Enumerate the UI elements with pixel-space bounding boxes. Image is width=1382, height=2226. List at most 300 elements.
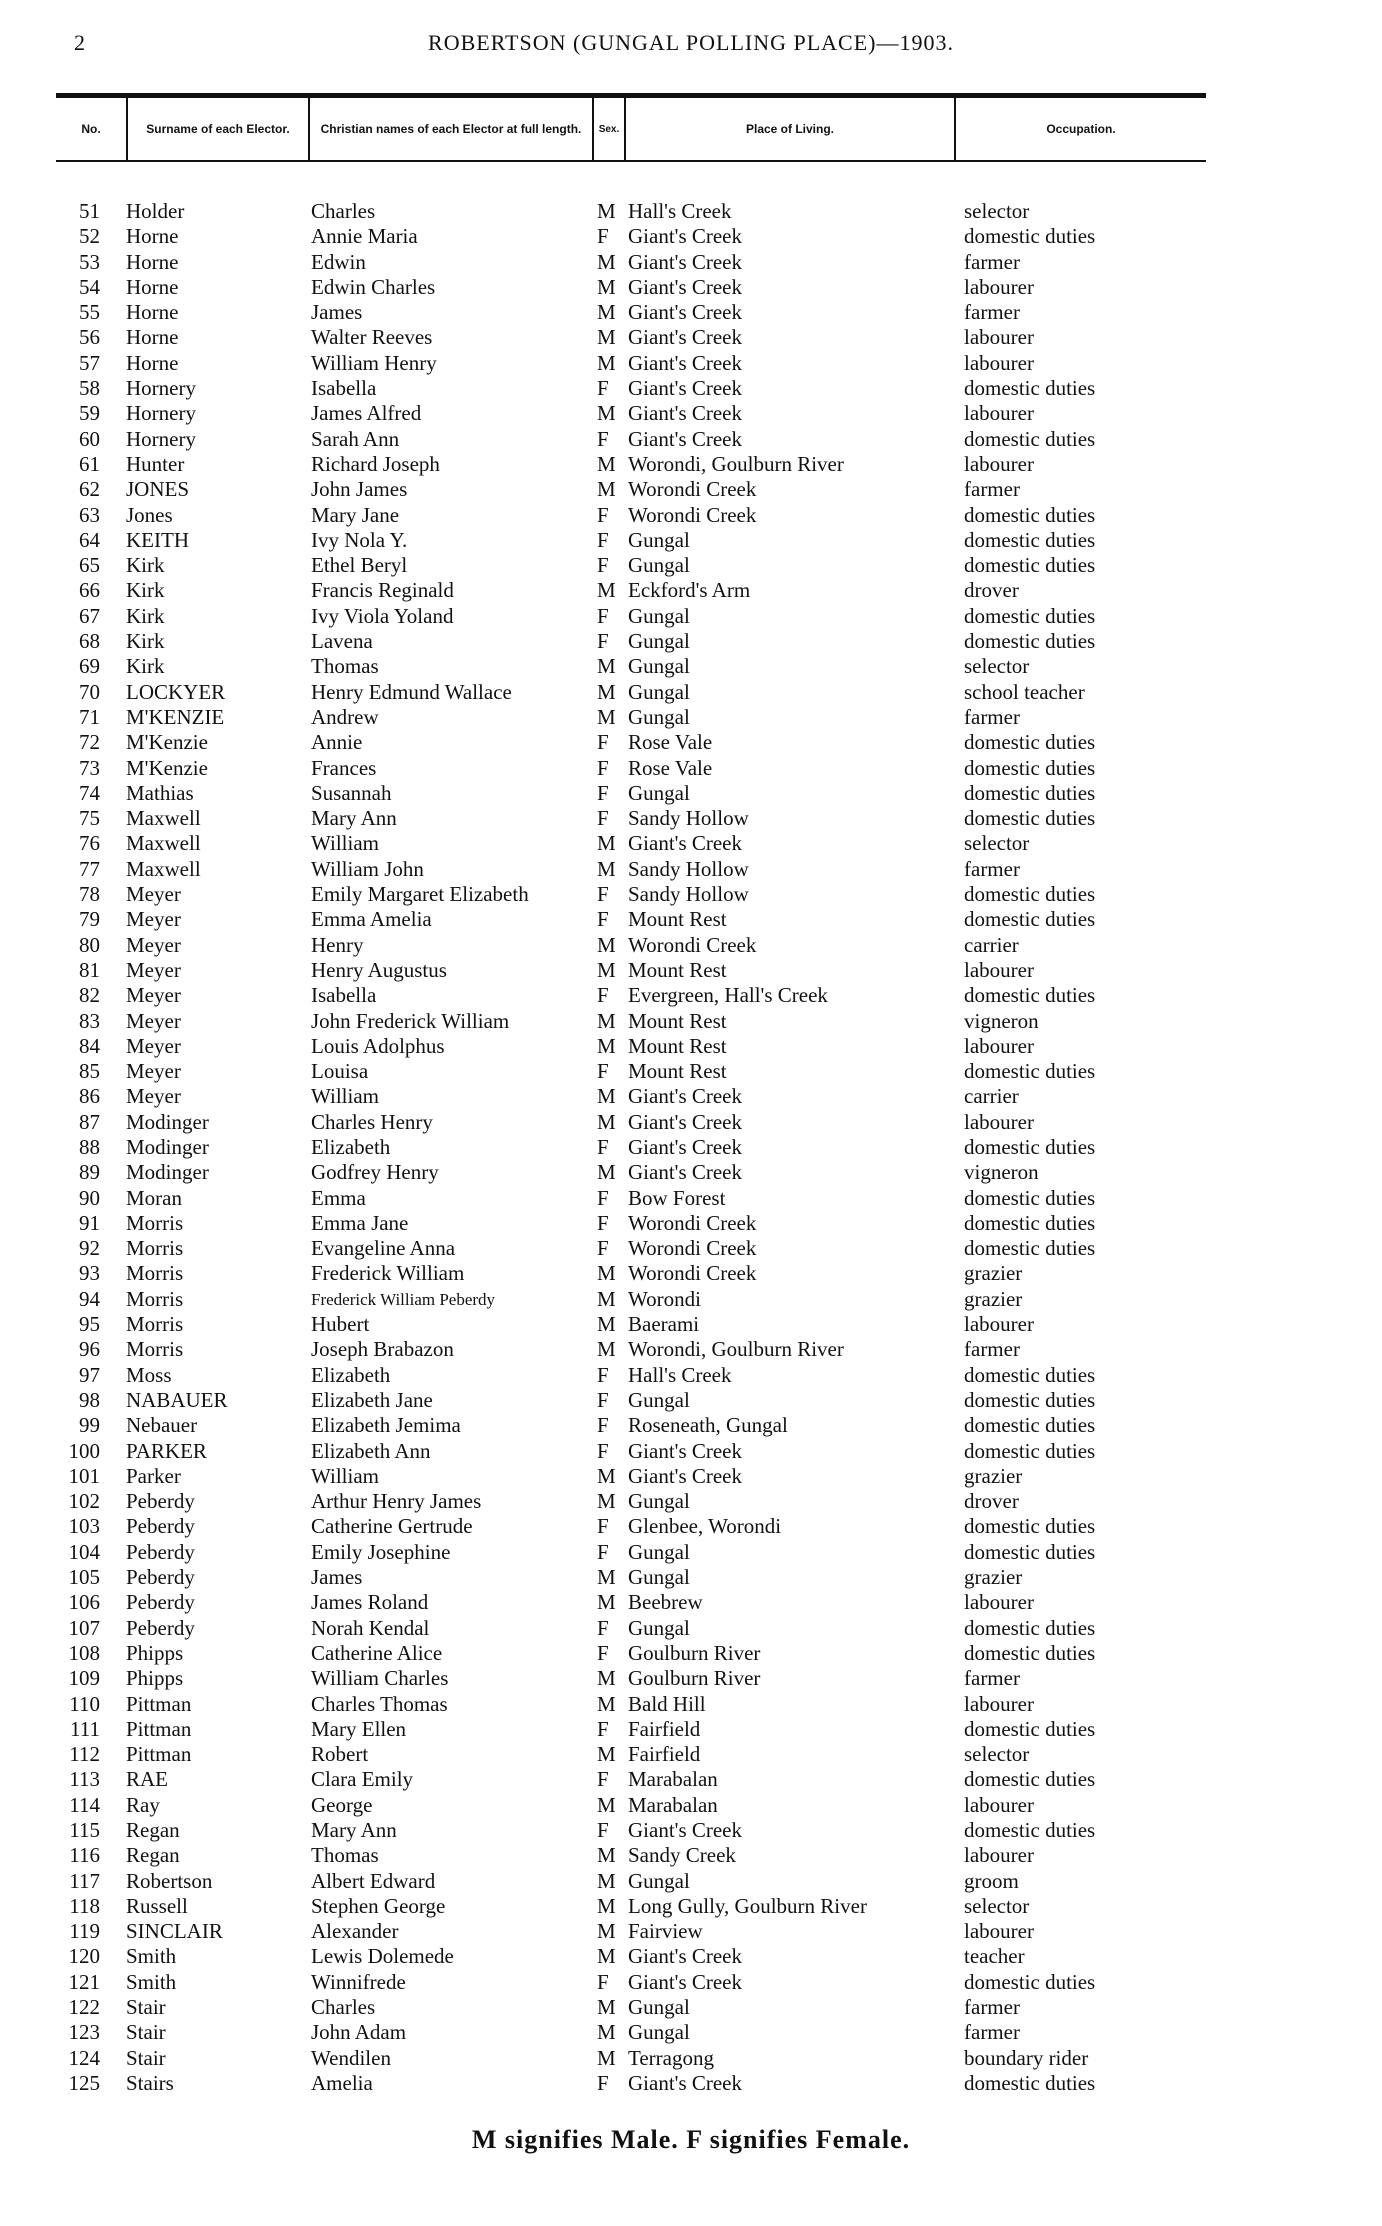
place-of-living-cell: Giant's Creek	[628, 831, 743, 856]
place-of-living-cell: Giant's Creek	[628, 300, 743, 325]
sex-cell: F	[597, 1640, 609, 1665]
occupation-cell: drover	[964, 1489, 1019, 1514]
occupation-cell: labourer	[964, 1590, 1034, 1615]
row-number: 60	[79, 426, 100, 451]
occupation-cell: labourer	[964, 1691, 1034, 1716]
table-row	[0, 1793, 1382, 1818]
place-of-living-cell: Mount Rest	[628, 907, 727, 932]
row-number: 102	[68, 1489, 100, 1514]
sex-cell: F	[597, 1362, 609, 1387]
surname-cell: Horne	[126, 300, 179, 325]
table-row	[0, 806, 1382, 831]
row-number: 116	[69, 1843, 100, 1868]
surname-cell: Robertson	[126, 1868, 213, 1893]
table-row	[0, 1439, 1382, 1464]
table-row	[0, 1160, 1382, 1185]
christian-names-cell: Godfrey Henry	[311, 1160, 439, 1185]
row-number: 79	[79, 907, 100, 932]
table-row	[0, 199, 1382, 224]
christian-names-cell: James	[311, 1565, 363, 1590]
place-of-living-cell: Gungal	[628, 1615, 690, 1640]
occupation-cell: boundary rider	[964, 2045, 1089, 2070]
row-number: 125	[68, 2070, 100, 2095]
place-of-living-cell: Marabalan	[628, 1767, 718, 1792]
surname-cell: Hornery	[126, 376, 196, 401]
row-number: 113	[69, 1767, 100, 1792]
sex-cell: F	[597, 502, 609, 527]
row-number: 112	[69, 1742, 100, 1767]
place-of-living-cell: Rose Vale	[628, 730, 713, 755]
surname-cell: Kirk	[126, 553, 165, 578]
table-row	[0, 1337, 1382, 1362]
occupation-cell: labourer	[964, 325, 1034, 350]
row-number: 119	[69, 1919, 100, 1944]
sex-cell: M	[597, 704, 616, 729]
table-row	[0, 376, 1382, 401]
surname-cell: Maxwell	[126, 856, 201, 881]
sex-cell: M	[597, 1691, 616, 1716]
surname-cell: Pittman	[126, 1691, 192, 1716]
christian-names-cell: William Henry	[311, 350, 437, 375]
christian-names-cell: Norah Kendal	[311, 1615, 430, 1640]
place-of-living-cell: Giant's Creek	[628, 1160, 743, 1185]
surname-cell: Smith	[126, 1969, 177, 1994]
header-sex: Sex.	[598, 123, 620, 135]
christian-names-cell: Charles Henry	[311, 1109, 433, 1134]
surname-cell: LOCKYER	[126, 679, 226, 704]
table-row	[0, 1034, 1382, 1059]
sex-cell: M	[597, 199, 616, 223]
table-row	[0, 983, 1382, 1008]
sex-cell: M	[597, 679, 616, 704]
place-of-living-cell: Worondi Creek	[628, 932, 757, 957]
sex-cell: M	[597, 831, 616, 856]
table-row	[0, 1641, 1382, 1666]
row-number: 72	[79, 730, 100, 755]
surname-cell: Pittman	[126, 1742, 192, 1767]
place-of-living-cell: Giant's Creek	[628, 249, 743, 274]
christian-names-cell: James	[311, 300, 363, 325]
occupation-cell: domestic duties	[964, 755, 1096, 780]
table-row	[0, 1514, 1382, 1539]
christian-names-cell: Frances	[311, 755, 377, 780]
table-row	[0, 1489, 1382, 1514]
occupation-cell: domestic duties	[964, 907, 1096, 932]
header-bottom-rule	[56, 160, 1206, 162]
surname-cell: Modinger	[126, 1109, 209, 1134]
row-number: 114	[69, 1792, 100, 1817]
sex-cell: M	[597, 654, 616, 679]
sex-cell: M	[597, 957, 616, 982]
surname-cell: Morris	[126, 1236, 184, 1261]
christian-names-cell: Mary Ellen	[311, 1716, 407, 1741]
surname-cell: Peberdy	[126, 1565, 195, 1590]
table-row	[0, 882, 1382, 907]
header-occupation: Occupation.	[1046, 121, 1116, 136]
christian-names-cell: Thomas	[311, 1843, 379, 1868]
occupation-cell: domestic duties	[964, 2070, 1096, 2095]
table-row	[0, 1236, 1382, 1261]
surname-cell: Stair	[126, 2020, 166, 2045]
surname-cell: NABAUER	[126, 1387, 228, 1412]
christian-names-cell: John James	[311, 477, 408, 502]
occupation-cell: vigneron	[964, 1160, 1039, 1185]
row-number: 108	[68, 1640, 100, 1665]
occupation-cell: farmer	[964, 1666, 1020, 1691]
occupation-cell: farmer	[964, 2020, 1020, 2045]
table-row	[0, 1919, 1382, 1944]
place-of-living-cell: Hall's Creek	[628, 1362, 732, 1387]
occupation-cell: teacher	[964, 1944, 1025, 1969]
christian-names-cell: Robert	[311, 1742, 369, 1767]
surname-cell: Peberdy	[126, 1590, 195, 1615]
row-number: 88	[79, 1134, 100, 1159]
christian-names-cell: Henry Augustus	[311, 957, 447, 982]
christian-names-cell: Catherine Alice	[311, 1640, 443, 1665]
sex-cell: M	[597, 1742, 616, 1767]
place-of-living-cell: Eckford's Arm	[628, 578, 751, 603]
row-number: 89	[79, 1160, 100, 1185]
occupation-cell: farmer	[964, 704, 1020, 729]
elector-rows	[0, 199, 1382, 2096]
table-row	[0, 1692, 1382, 1717]
row-number: 87	[79, 1109, 100, 1134]
place-of-living-cell: Long Gully, Goulburn River	[628, 1893, 867, 1918]
place-of-living-cell: Gungal	[628, 1539, 690, 1564]
sex-cell: F	[597, 1438, 609, 1463]
place-of-living-cell: Beebrew	[628, 1590, 703, 1615]
sex-cell: F	[597, 376, 609, 401]
surname-cell: Pittman	[126, 1716, 192, 1741]
surname-cell: PARKER	[126, 1438, 207, 1463]
table-row	[0, 1211, 1382, 1236]
row-number: 66	[79, 578, 100, 603]
place-of-living-cell: Goulburn River	[628, 1640, 761, 1665]
row-number: 96	[79, 1337, 100, 1362]
row-number: 123	[68, 2020, 100, 2045]
sex-cell: M	[597, 578, 616, 603]
table-row	[0, 224, 1382, 249]
occupation-cell: school teacher	[964, 679, 1085, 704]
table-row	[0, 477, 1382, 502]
surname-cell: Mathias	[126, 780, 194, 805]
table-row	[0, 250, 1382, 275]
place-of-living-cell: Gungal	[628, 704, 690, 729]
header-no: No.	[81, 121, 101, 136]
place-of-living-cell: Mount Rest	[628, 1033, 727, 1058]
place-of-living-cell: Worondi Creek	[628, 1210, 757, 1235]
table-row	[0, 1818, 1382, 1843]
row-number: 68	[79, 629, 100, 654]
place-of-living-cell: Evergreen, Hall's Creek	[628, 983, 828, 1008]
surname-cell: M'KENZIE	[126, 704, 225, 729]
occupation-cell: labourer	[964, 401, 1034, 426]
christian-names-cell: Ivy Nola Y.	[311, 527, 408, 552]
sex-cell: M	[597, 1312, 616, 1337]
surname-cell: Horne	[126, 325, 179, 350]
row-number: 67	[79, 603, 100, 628]
occupation-cell: vigneron	[964, 1008, 1039, 1033]
sex-cell: M	[597, 1893, 616, 1918]
page-title: ROBERTSON (GUNGAL POLLING PLACE)—1903.	[428, 30, 954, 55]
christian-names-cell: Louis Adolphus	[311, 1033, 445, 1058]
occupation-cell: carrier	[964, 1084, 1019, 1109]
occupation-cell: domestic duties	[964, 629, 1096, 654]
table-row	[0, 654, 1382, 679]
surname-cell: Smith	[126, 1944, 177, 1969]
row-number: 64	[79, 527, 100, 552]
row-number: 97	[79, 1362, 100, 1387]
christian-names-cell: Clara Emily	[311, 1767, 414, 1792]
surname-cell: Meyer	[126, 907, 181, 932]
place-of-living-cell: Rose Vale	[628, 755, 713, 780]
place-of-living-cell: Giant's Creek	[628, 224, 743, 249]
row-number: 54	[79, 274, 100, 299]
place-of-living-cell: Worondi, Goulburn River	[628, 1337, 844, 1362]
christian-names-cell: Annie	[311, 730, 363, 755]
surname-cell: SINCLAIR	[126, 1919, 223, 1944]
surname-cell: Meyer	[126, 1033, 181, 1058]
christian-names-cell: Edwin	[311, 249, 366, 274]
row-number: 74	[79, 780, 100, 805]
place-of-living-cell: Gungal	[628, 2020, 690, 2045]
sex-cell: F	[597, 2070, 609, 2095]
row-number: 59	[79, 401, 100, 426]
occupation-cell: grazier	[964, 1286, 1023, 1311]
christian-names-cell: Ethel Beryl	[311, 553, 408, 578]
row-number: 51	[79, 199, 100, 223]
surname-cell: Peberdy	[126, 1615, 195, 1640]
occupation-cell: domestic duties	[964, 224, 1096, 249]
sex-cell: F	[597, 1539, 609, 1564]
table-row	[0, 1616, 1382, 1641]
table-row	[0, 1186, 1382, 1211]
occupation-cell: domestic duties	[964, 1438, 1096, 1463]
surname-cell: Horne	[126, 274, 179, 299]
row-number: 101	[68, 1463, 100, 1488]
christian-names-cell: Elizabeth	[311, 1134, 391, 1159]
christian-names-cell: Henry Edmund Wallace	[311, 679, 512, 704]
occupation-cell: labourer	[964, 274, 1034, 299]
place-of-living-cell: Gungal	[628, 780, 690, 805]
place-of-living-cell: Gungal	[628, 603, 690, 628]
sex-cell: M	[597, 856, 616, 881]
occupation-cell: labourer	[964, 1109, 1034, 1134]
occupation-cell: domestic duties	[964, 502, 1096, 527]
sex-cell: M	[597, 1261, 616, 1286]
christian-names-cell: Winnifrede	[311, 1969, 406, 1994]
christian-names-cell: Alexander	[311, 1919, 399, 1944]
sex-cell: F	[597, 983, 609, 1008]
sex-cell: F	[597, 553, 609, 578]
surname-cell: Hornery	[126, 426, 196, 451]
christian-names-cell: Elizabeth	[311, 1362, 391, 1387]
christian-names-cell: Emily Josephine	[311, 1539, 451, 1564]
row-number: 61	[79, 451, 100, 476]
table-row	[0, 1464, 1382, 1489]
surname-cell: Regan	[126, 1843, 180, 1868]
surname-cell: Kirk	[126, 578, 165, 603]
christian-names-cell: Sarah Ann	[311, 426, 400, 451]
sex-cell: F	[597, 527, 609, 552]
occupation-cell: domestic duties	[964, 1387, 1096, 1412]
christian-names-cell: Charles	[311, 1995, 376, 2020]
row-number: 94	[79, 1286, 100, 1311]
table-row	[0, 401, 1382, 426]
surname-cell: Holder	[126, 199, 185, 223]
table-row	[0, 2071, 1382, 2096]
sex-cell: M	[597, 401, 616, 426]
christian-names-cell: Mary Ann	[311, 806, 397, 831]
christian-names-cell: Elizabeth Jemima	[311, 1413, 461, 1438]
sex-cell: M	[597, 300, 616, 325]
sex-cell: F	[597, 1059, 609, 1084]
row-number: 62	[79, 477, 100, 502]
sex-cell: F	[597, 1767, 609, 1792]
table-row	[0, 553, 1382, 578]
occupation-cell: domestic duties	[964, 1210, 1096, 1235]
christian-names-cell: Stephen George	[311, 1893, 446, 1918]
surname-cell: Morris	[126, 1210, 184, 1235]
table-row	[0, 1742, 1382, 1767]
row-number: 73	[79, 755, 100, 780]
occupation-cell: farmer	[964, 856, 1020, 881]
occupation-cell: selector	[964, 654, 1030, 679]
surname-cell: Hornery	[126, 401, 196, 426]
row-number: 75	[79, 806, 100, 831]
christian-names-cell: Emma Amelia	[311, 907, 432, 932]
place-of-living-cell: Giant's Creek	[628, 2070, 743, 2095]
surname-cell: Horne	[126, 249, 179, 274]
table-row	[0, 1869, 1382, 1894]
table-row	[0, 857, 1382, 882]
occupation-cell: groom	[964, 1868, 1019, 1893]
place-of-living-cell: Gungal	[628, 527, 690, 552]
place-of-living-cell: Marabalan	[628, 1792, 718, 1817]
table-row	[0, 1009, 1382, 1034]
surname-cell: Horne	[126, 224, 179, 249]
surname-cell: Peberdy	[126, 1489, 195, 1514]
christian-names-cell: William Charles	[311, 1666, 449, 1691]
occupation-cell: domestic duties	[964, 426, 1096, 451]
sex-cell: M	[597, 1489, 616, 1514]
row-number: 121	[68, 1969, 100, 1994]
surname-cell: Modinger	[126, 1134, 209, 1159]
table-row	[0, 1413, 1382, 1438]
christian-names-cell: Catherine Gertrude	[311, 1514, 473, 1539]
place-of-living-cell: Worondi Creek	[628, 1261, 757, 1286]
occupation-cell: drover	[964, 578, 1019, 603]
header-christian: Christian names of each Elector at full length.	[320, 121, 582, 136]
table-row	[0, 705, 1382, 730]
place-of-living-cell: Giant's Creek	[628, 1438, 743, 1463]
christian-names-cell: Annie Maria	[311, 224, 418, 249]
place-of-living-cell: Sandy Hollow	[628, 856, 749, 881]
occupation-cell: labourer	[964, 1843, 1034, 1868]
surname-cell: Phipps	[126, 1666, 184, 1691]
christian-names-cell: Amelia	[311, 2070, 373, 2095]
table-row	[0, 1944, 1382, 1969]
place-of-living-cell: Sandy Hollow	[628, 882, 749, 907]
occupation-cell: domestic duties	[964, 1818, 1096, 1842]
occupation-cell: domestic duties	[964, 1185, 1096, 1210]
place-of-living-cell: Giant's Creek	[628, 1084, 743, 1109]
sex-cell: M	[597, 1843, 616, 1868]
surname-cell: Peberdy	[126, 1539, 195, 1564]
surname-cell: KEITH	[126, 527, 189, 552]
christian-names-cell: Andrew	[311, 704, 379, 729]
row-number: 86	[79, 1084, 100, 1109]
occupation-cell: selector	[964, 1742, 1030, 1767]
occupation-cell: domestic duties	[964, 1969, 1096, 1994]
table-row	[0, 1059, 1382, 1084]
sex-cell: F	[597, 755, 609, 780]
place-of-living-cell: Gungal	[628, 629, 690, 654]
row-number: 70	[79, 679, 100, 704]
table-row	[0, 1590, 1382, 1615]
row-number: 95	[79, 1312, 100, 1337]
row-number: 52	[79, 224, 100, 249]
christian-names-cell: Wendilen	[311, 2045, 391, 2070]
table-row	[0, 503, 1382, 528]
surname-cell: Modinger	[126, 1160, 209, 1185]
surname-cell: Morris	[126, 1337, 184, 1362]
surname-cell: Morris	[126, 1312, 184, 1337]
surname-cell: Parker	[126, 1463, 181, 1488]
christian-names-cell: William	[311, 1084, 379, 1109]
surname-cell: Phipps	[126, 1640, 184, 1665]
surname-cell: Meyer	[126, 1059, 181, 1084]
row-number: 92	[79, 1236, 100, 1261]
table-row	[0, 2046, 1382, 2071]
place-of-living-cell: Worondi Creek	[628, 477, 757, 502]
surname-cell: Nebauer	[126, 1413, 198, 1438]
christian-names-cell: Isabella	[311, 983, 377, 1008]
surname-cell: JONES	[126, 477, 190, 502]
place-of-living-cell: Giant's Creek	[628, 401, 743, 426]
sex-cell: M	[597, 1008, 616, 1033]
christian-names-cell: Albert Edward	[311, 1868, 436, 1893]
christian-names-cell: Thomas	[311, 654, 379, 679]
row-number: 118	[69, 1893, 100, 1918]
row-number: 105	[68, 1565, 100, 1590]
christian-names-cell: Richard Joseph	[311, 451, 440, 476]
row-number: 100	[68, 1438, 100, 1463]
place-of-living-cell: Worondi	[628, 1286, 701, 1311]
occupation-cell: selector	[964, 199, 1030, 223]
christian-names-cell: Frederick William	[311, 1261, 465, 1286]
row-number: 103	[68, 1514, 100, 1539]
surname-cell: Moss	[126, 1362, 172, 1387]
place-of-living-cell: Worondi Creek	[628, 1236, 757, 1261]
place-of-living-cell: Gungal	[628, 679, 690, 704]
occupation-cell: labourer	[964, 1312, 1034, 1337]
surname-cell: Maxwell	[126, 806, 201, 831]
table-row	[0, 629, 1382, 654]
surname-cell: Morris	[126, 1286, 184, 1311]
header-place: Place of Living.	[745, 121, 835, 136]
christian-names-cell: Susannah	[311, 780, 392, 805]
row-number: 120	[68, 1944, 100, 1969]
occupation-cell: carrier	[964, 932, 1019, 957]
surname-cell: Morris	[126, 1261, 184, 1286]
christian-names-cell: Evangeline Anna	[311, 1236, 456, 1261]
occupation-cell: domestic duties	[964, 527, 1096, 552]
surname-cell: Russell	[126, 1893, 188, 1918]
christian-names-cell: Emma Jane	[311, 1210, 409, 1235]
row-number: 104	[68, 1539, 100, 1564]
christian-names-cell: John Frederick William	[311, 1008, 510, 1033]
